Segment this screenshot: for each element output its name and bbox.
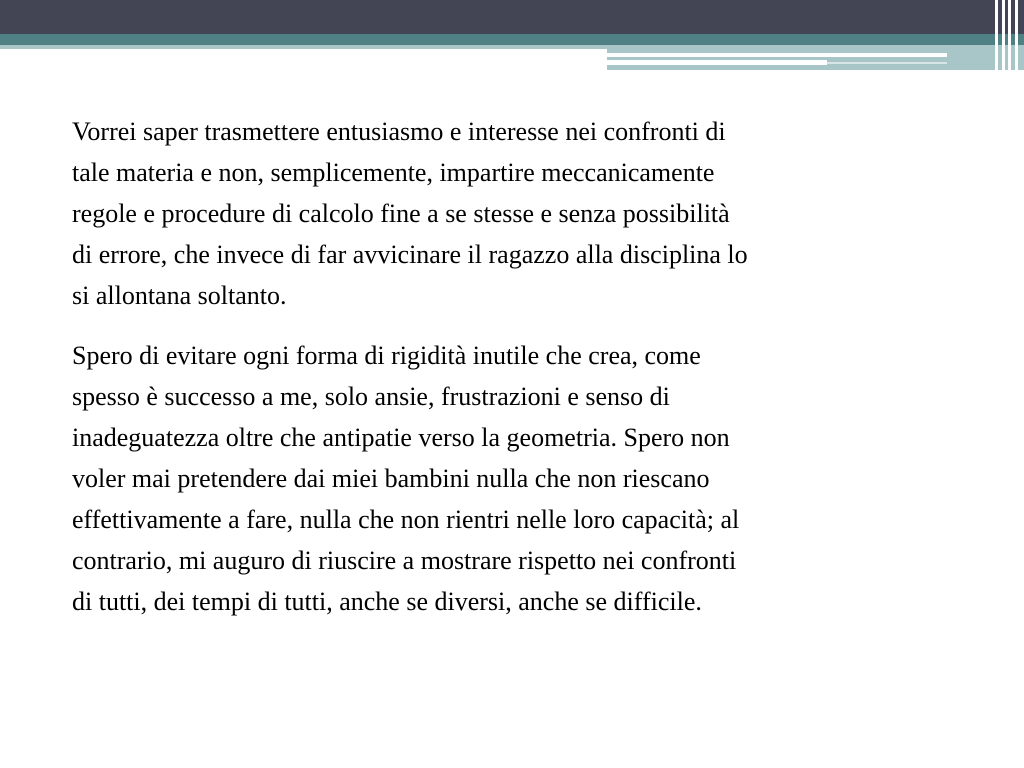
paragraph-2 — [72, 335, 972, 622]
text-line: inadeguatezza oltre che antipatie verso la geometria. Spero non — [72, 423, 730, 452]
header-step-inner-line — [607, 53, 947, 57]
vertical-stripe — [1015, 0, 1018, 70]
text-line: di errore, che invece di far avvicinare il ragazzo alla disciplina lo — [72, 240, 748, 269]
vertical-stripe — [1002, 0, 1005, 70]
text-line: Vorrei saper trasmettere entusiasmo e interesse nei confronti di — [72, 117, 726, 146]
text-line: si allontana soltanto. — [72, 281, 287, 310]
text-line: regole e procedure di calcolo fine a se stesse e senza possibilità — [72, 199, 730, 228]
paragraph-1 — [72, 111, 972, 316]
header-vertical-stripes — [990, 0, 1024, 70]
header-step-thin-line — [827, 62, 947, 64]
text-line: di tutti, dei tempi di tutti, anche se diversi, anche se difficile. — [72, 587, 702, 616]
slide-body — [72, 111, 972, 641]
text-line: tale materia e non, semplicemente, impartire meccanicamente — [72, 158, 715, 187]
vertical-stripe — [995, 0, 998, 70]
text-line: Spero di evitare ogni forma di rigidità inutile che crea, come — [72, 341, 701, 370]
text-line: spesso è successo a me, solo ansie, frustrazioni e senso di — [72, 382, 670, 411]
header-step-white-line — [607, 60, 827, 65]
text-line: voler mai pretendere dai miei bambini nulla che non riescano — [72, 464, 710, 493]
vertical-stripe — [1008, 0, 1011, 70]
text-line: effettivamente a fare, nulla che non rientri nelle loro capacità; al — [72, 505, 740, 534]
header-dark-band — [0, 0, 1024, 34]
text-line: contrario, mi auguro di riuscire a mostrare rispetto nei confronti — [72, 546, 737, 575]
header-teal-band — [0, 34, 1024, 45]
